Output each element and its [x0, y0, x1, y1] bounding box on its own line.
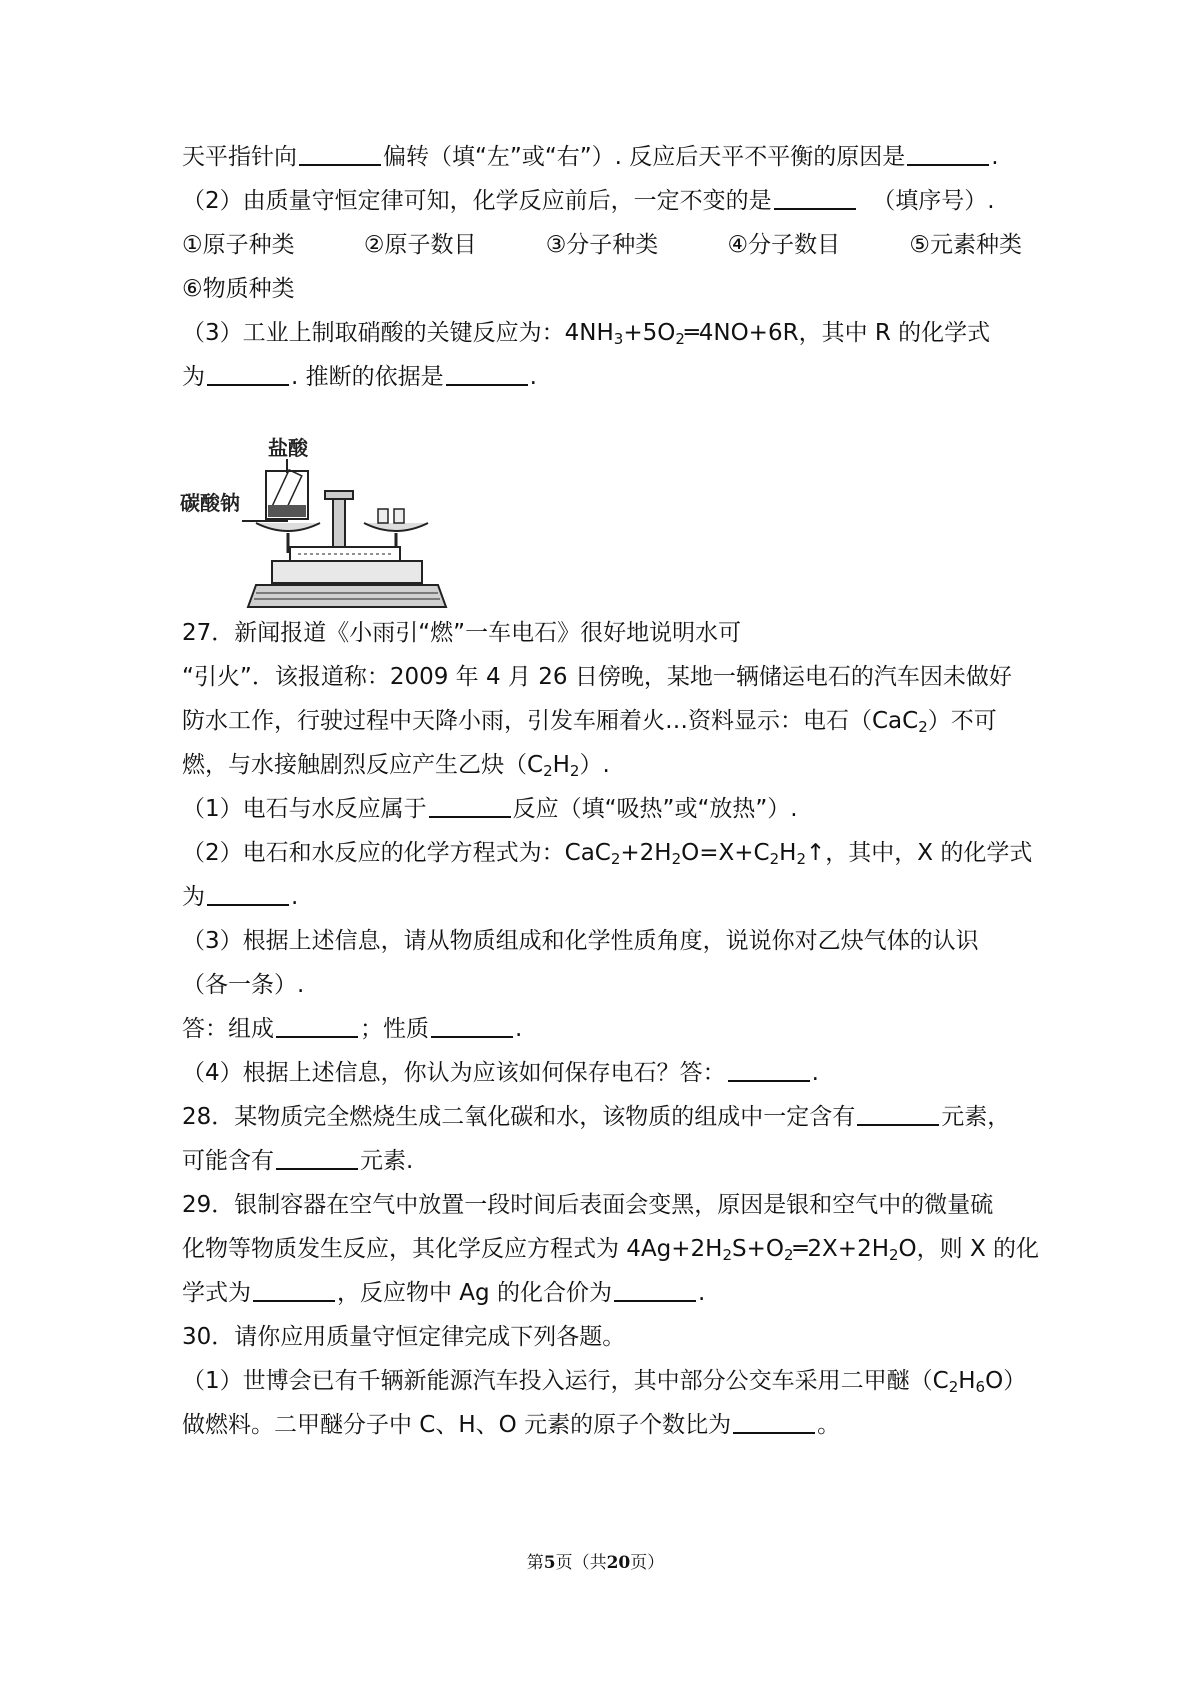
balance-foot	[248, 585, 446, 607]
text-line: 28．某物质完全燃烧生成二氧化碳和水，该物质的组成中一定含有 元素，	[182, 1104, 1011, 1130]
option-6: ⑥物质种类	[182, 276, 295, 302]
text-line: （1）电石与水反应属于 反应（填“吸热”或“放热”）.	[182, 796, 798, 822]
text-line: （各一条）.	[182, 972, 305, 998]
text-line: （2）由质量守恒定律可知，化学反应前后，一定不变的是 （填序号）.	[182, 188, 995, 214]
right-pan	[364, 523, 428, 531]
text-line: 答：组成 ；性质 .	[182, 1016, 523, 1042]
option-1: ①原子种类	[182, 232, 295, 258]
text-line: “引火”．该报道称：2009 年 4 月 26 日傍晚，某地一辆储运电石的汽车因未做好	[182, 664, 1012, 690]
label-sodium-carbonate: 碳酸钠	[180, 491, 240, 515]
balance-figure	[180, 435, 450, 610]
answer-blank[interactable]	[276, 1146, 358, 1170]
text-line: 可能含有 元素.	[182, 1148, 414, 1174]
page-total: 20	[606, 1553, 631, 1573]
weight	[394, 509, 404, 523]
text-line: 防水工作，行驶过程中天降小雨，引发车厢着火…资料显示：电石（CaC$_2$）不可	[182, 708, 997, 736]
text-line: 30．请你应用质量守恒定律完成下列各题。	[182, 1324, 626, 1350]
answer-blank[interactable]	[774, 186, 856, 210]
text-line: （3）根据上述信息，请从物质组成和化学性质角度，说说你对乙炔气体的认识	[182, 928, 979, 954]
answer-blank[interactable]	[253, 1278, 335, 1302]
left-pan	[256, 523, 320, 531]
option-2: ②原子数目	[363, 232, 477, 258]
answer-blank[interactable]	[857, 1102, 939, 1126]
options-line	[182, 230, 1022, 260]
text-line: 天平指针向 偏转（填“左”或“右”）. 反应后天平不平衡的原因是 .	[182, 144, 999, 170]
text-line: （3）工业上制取硝酸的关键反应为：$4NH_3+5O_2═4NO+6R$，其中 R 的化学式	[182, 320, 991, 348]
answer-blank[interactable]	[429, 794, 511, 818]
answer-blank[interactable]	[207, 362, 289, 386]
weight	[378, 509, 388, 523]
answer-blank[interactable]	[446, 362, 528, 386]
text-line: 学式为 ，反应物中 Ag 的化合价为 .	[182, 1280, 706, 1306]
balance-base	[272, 561, 422, 583]
text-line: 化物等物质发生反应，其化学反应方程式为 $4Ag+2H_2S+O_2═2X+2H_2O$，则 X 的化	[182, 1236, 1040, 1264]
answer-blank[interactable]	[728, 1058, 810, 1082]
text-line: （2）电石和水反应的化学方程式为：$CaC_2+2H_2O=X+C_2H_2↑$，其中，X 的化学式	[182, 840, 1033, 868]
answer-blank[interactable]	[299, 142, 381, 166]
option-5: ⑤元素种类	[909, 232, 1022, 258]
powder	[268, 505, 306, 517]
option-3: ③分子种类	[545, 232, 659, 258]
answer-blank[interactable]	[907, 142, 989, 166]
page-number: 5	[543, 1553, 556, 1573]
text-line: 燃，与水接触剧烈反应产生乙炔$(C_2H_2)$.	[182, 752, 610, 780]
center-post	[333, 495, 345, 553]
text-line: 27．新闻报道《小雨引“燃”一车电石》很好地说明水可	[182, 620, 742, 646]
text-line: 为 .	[182, 884, 299, 910]
text-line: （4）根据上述信息，你认为应该如何保存电石？答： .	[182, 1060, 819, 1086]
option-4: ④分子数目	[727, 232, 841, 258]
answer-blank[interactable]	[733, 1410, 815, 1434]
answer-blank[interactable]	[207, 882, 289, 906]
label-hydrochloric-acid: 盐酸	[268, 436, 308, 460]
text-line: 为 . 推断的依据是 .	[182, 364, 537, 390]
page-footer: 第5页（共20页）	[526, 1553, 665, 1573]
answer-blank[interactable]	[614, 1278, 696, 1302]
text-line: （1）世博会已有千辆新能源汽车投入运行，其中部分公交车采用二甲醚$(C_2H_6O)$	[182, 1368, 1027, 1396]
answer-blank[interactable]	[431, 1014, 513, 1038]
answer-blank[interactable]	[276, 1014, 358, 1038]
text-line: 做燃料。二甲醚分子中 C、H、O 元素的原子个数比为 。	[182, 1412, 841, 1438]
balance-scale-diagram	[180, 435, 450, 610]
text-line: 29．银制容器在空气中放置一段时间后表面会变黑，原因是银和空气中的微量硫	[182, 1192, 994, 1218]
